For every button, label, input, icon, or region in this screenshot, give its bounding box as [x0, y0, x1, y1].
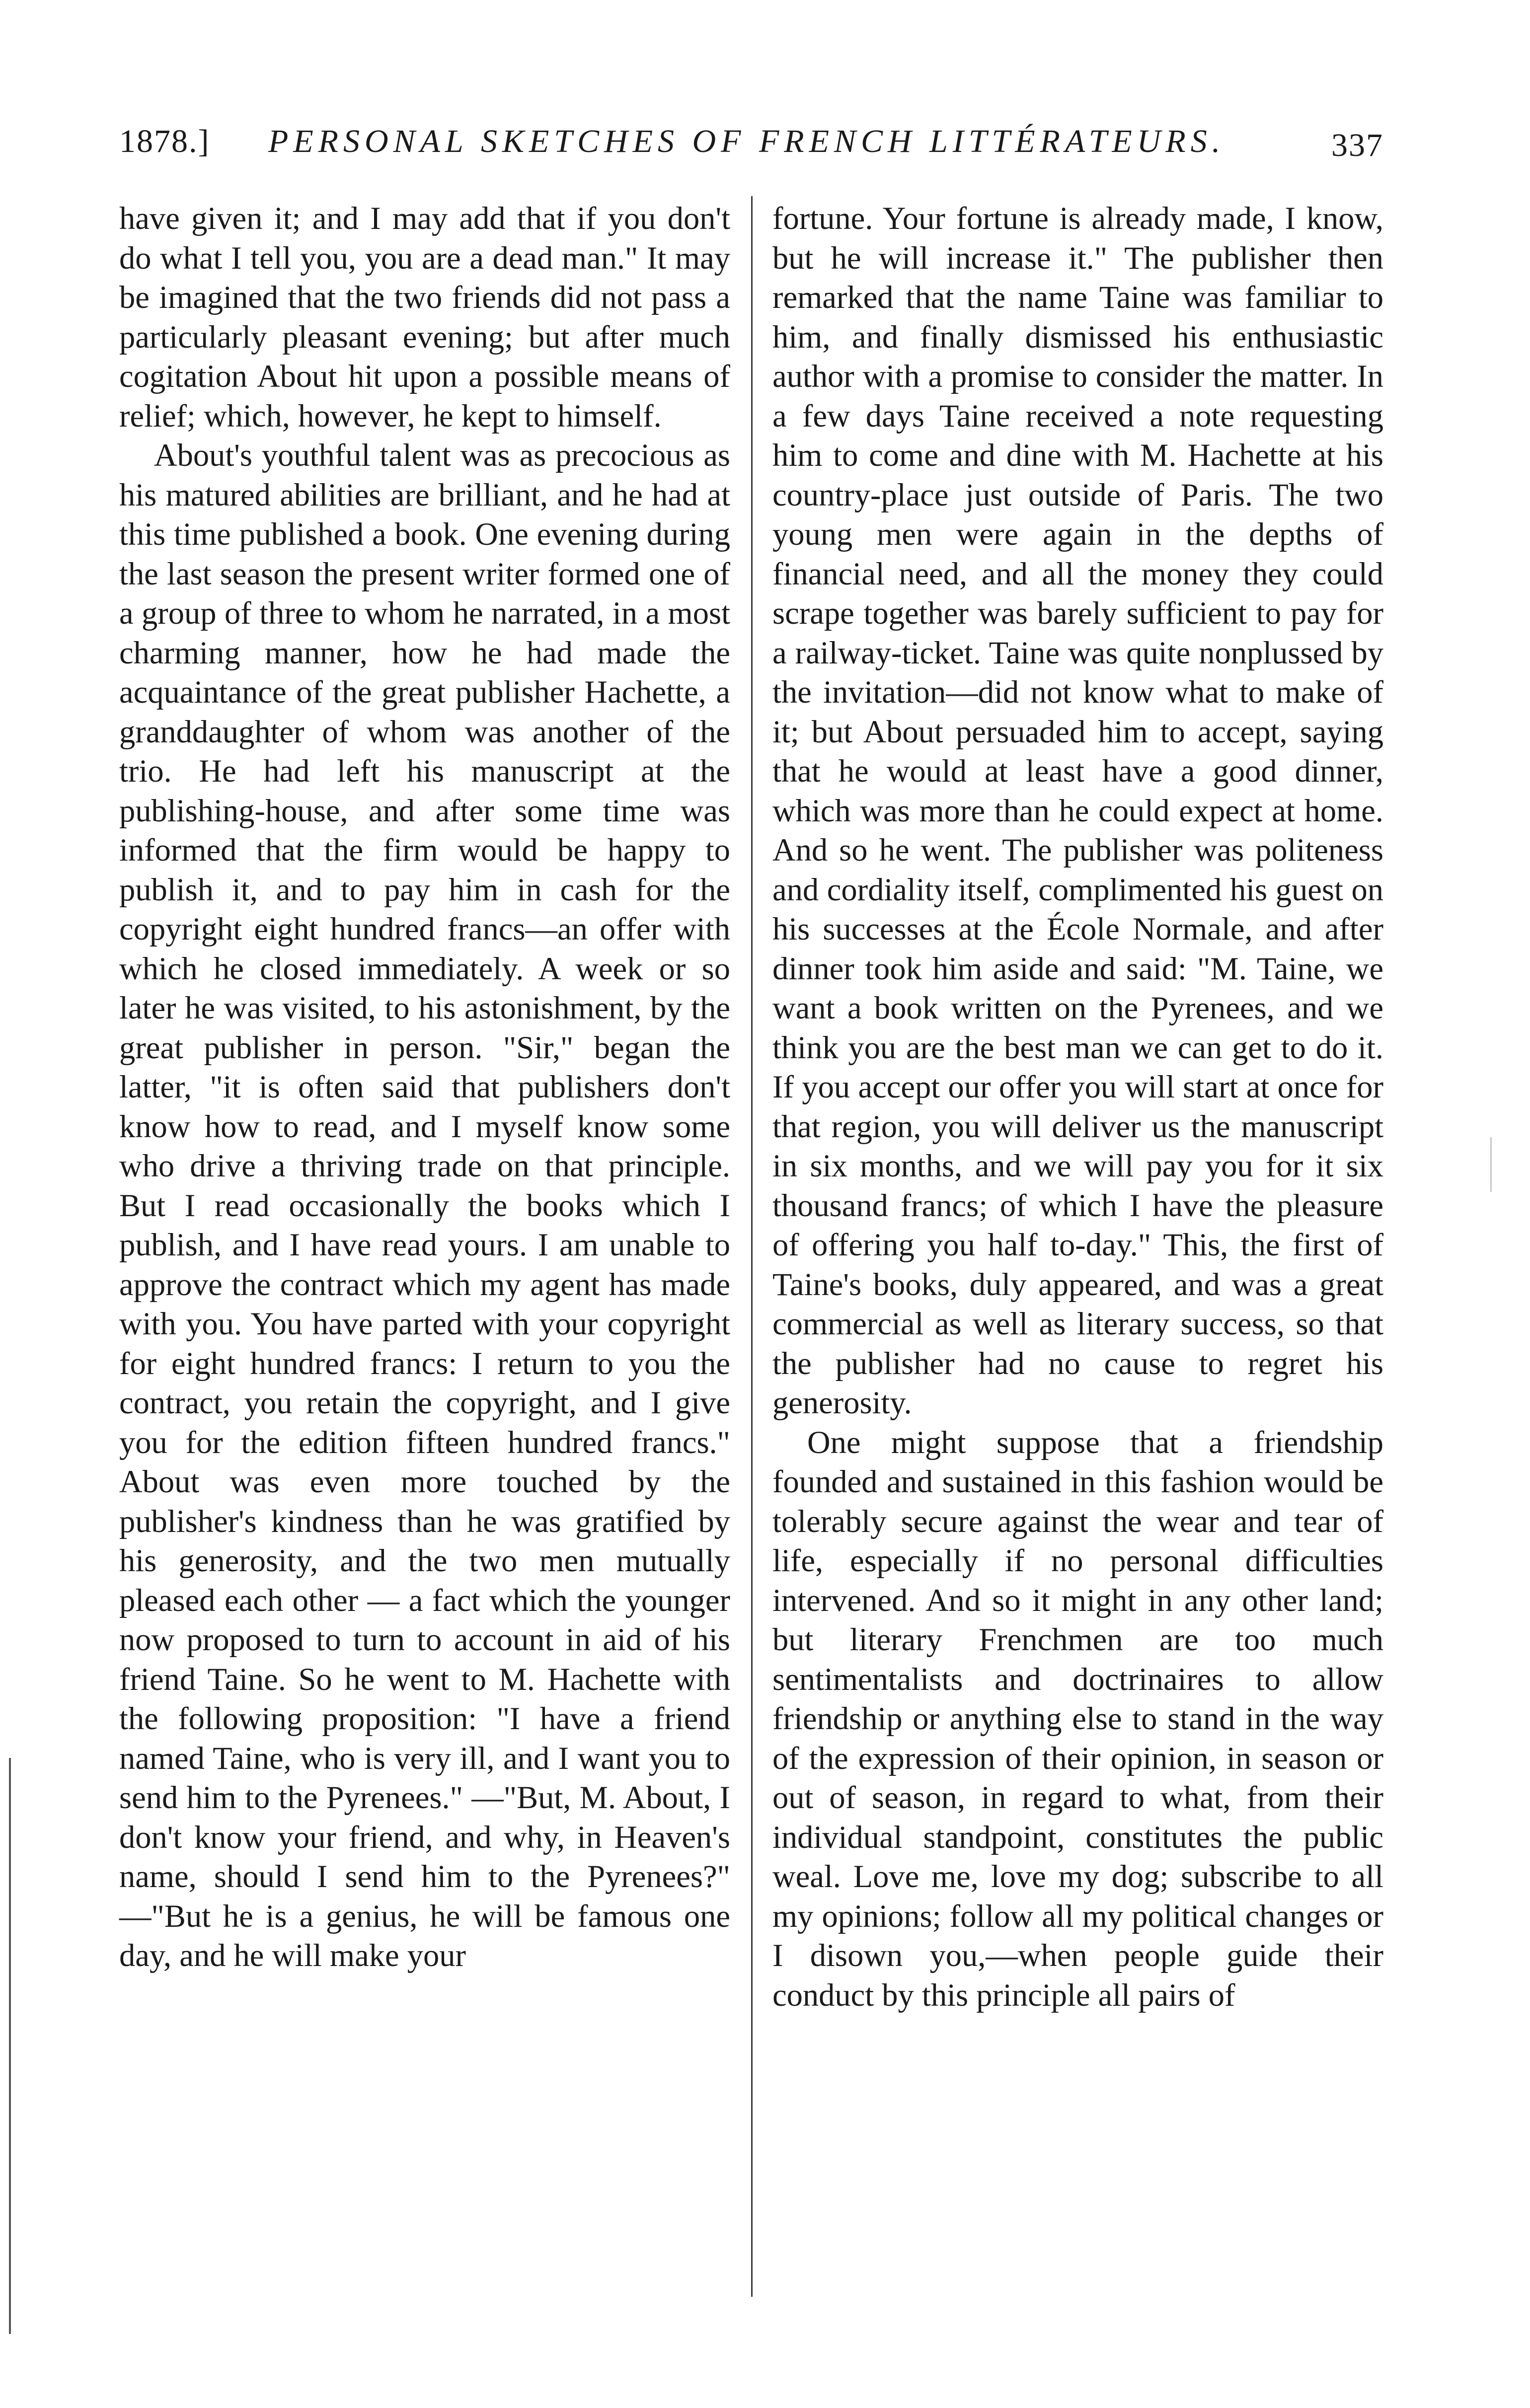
page-number: 337 — [1331, 127, 1383, 163]
header-date: 1878.] — [119, 123, 210, 159]
column-divider — [751, 196, 753, 2297]
right-paragraph-1: fortune. Your fortune is already made, I know, but he will increase it." The publisher then remarked that the name Taine was familiar to him, and finally dismissed his enthusiastic author with a promise to consider the matter. In a few days Taine received a note requesting him to come and dine with M. Hachette at his country-place just outside of Paris. The two young men were again in the depths of financial need, and all the money they could scrape together was barely sufficient to pay for a railway-ticket. Taine was quite nonplussed by the invitation—did not know what to make of it; but About persuaded him to accept, saying that he would at least have a good dinner, which was more than he could expect at home. And so he went. The publisher was politeness and cordiality itself, complimented his guest on his successes at the École Normale, and after dinner took him aside and said: "M. Taine, we want a book written on the Pyrenees, and we think you are the best man we can get to do it. If you accept our offer you will start at once for that region, you will deliver us the manuscript in six months, and we will pay you for it six thousand francs; of which I have the pleasure of offering you half to-day." This, the first of Taine's books, duly appeared, and was a great commercial as well as literary success, so that the publisher had no cause to regret his generosity. — [772, 201, 1383, 1420]
scan-edge-line — [9, 1758, 11, 2334]
left-paragraph-1: have given it; and I may add that if you don't do what I tell you, you are a dead man." It may be imagined that the two friends did not pass a particularly pleasant evening; but after much cogitation About hit upon a possible means of relief; which, however, he kept to himself. — [119, 201, 730, 434]
header-title: PERSONAL SKETCHES OF FRENCH LITTÉRATEURS. — [268, 123, 1225, 159]
margin-mark — [1490, 1137, 1492, 1192]
right-paragraph-2: One might suppose that a friendship founded and sustained in this fashion would be tolerably secure against the wear and tear of life, especially if no personal difficulties intervened. And so it might in any other land; but literary Frenchmen are too much sentimentalists and doctrinaires to allow friendship or anything else to stand in the way of the expression of their opinion, in season or out of season, in regard to what, from their individual standpoint, constitutes the public weal. Love me, love my dog; subscribe to all my opinions; follow all my political changes or I disown you,—when people guide their conduct by this principle all pairs of — [772, 1424, 1383, 2013]
right-column — [772, 199, 1383, 2015]
left-paragraph-2: About's youthful talent was as precocious as his matured abilities are brilliant, and he had at this time published a book. One evening during the last season the present writer formed one of a group of three to whom he narrated, in a most charming manner, how he had made the acquaintance of the great publisher Hachette, a granddaughter of whom was another of the trio. He had left his manuscript at the publishing-house, and after some time was informed that the firm would be happy to publish it, and to pay him in cash for the copyright eight hundred francs—an offer with which he closed immediately. A week or so later he was visited, to his astonishment, by the great publisher in person. "Sir," began the latter, "it is often said that publishers don't know how to read, and I myself know some who drive a thriving trade on that principle. But I read occasionally the books which I publish, and I have read yours. I am unable to approve the contract which my agent has made with you. You have parted with your copyright for eight hundred francs: I return to you the contract, you retain the copyright, and I give you for the edition fifteen hundred francs." About was even more touched by the publisher's kindness than he was gratified by his generosity, and the two men mutually pleased each other — a fact which the younger now proposed to turn to account in aid of his friend Taine. So he went to M. Hachette with the following proposition: "I have a friend named Taine, who is very ill, and I want you to send him to the Pyrenees." —"But, M. About, I don't know your friend, and why, in Heaven's name, should I send him to the Pyrenees?" —"But he is a genius, he will be famous one day, and he will make your — [119, 438, 730, 1973]
running-header — [119, 114, 1383, 169]
left-column — [119, 199, 730, 1975]
